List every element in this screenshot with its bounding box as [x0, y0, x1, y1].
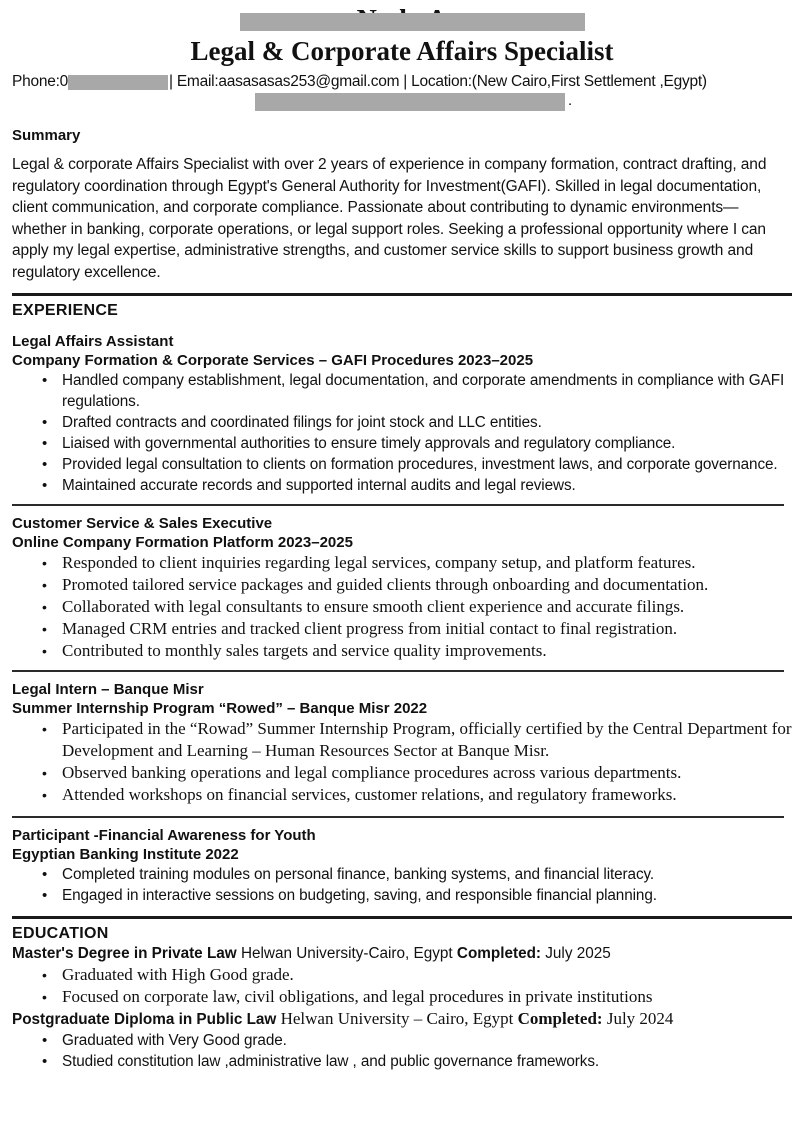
- list-item: [12, 433, 792, 454]
- experience-entry: [12, 514, 792, 662]
- job-subtitle: Egyptian Banking Institute 2022: [12, 846, 239, 863]
- list-item: [12, 1030, 792, 1051]
- experience-entry: [12, 826, 792, 906]
- education-bullet-list: [12, 964, 792, 1008]
- summary-heading: Summary: [12, 127, 81, 144]
- list-item-text: Collaborated with legal consultants to ensure smooth client experience and accurate filings.: [62, 597, 685, 616]
- degree-name: Postgraduate Diploma in Public Law: [12, 1011, 277, 1028]
- bullet-icon: •: [42, 372, 48, 389]
- completed-date: July 2025: [545, 945, 611, 962]
- bullet-icon: •: [42, 621, 47, 637]
- list-item: [12, 718, 792, 762]
- bullet-icon: •: [42, 435, 48, 452]
- contact-trailing-period: .: [568, 92, 573, 109]
- experience-entry: [12, 332, 792, 496]
- bullet-icon: •: [42, 765, 47, 781]
- list-item: [12, 986, 792, 1008]
- list-item: [12, 864, 792, 885]
- list-item-text: Contributed to monthly sales targets and service quality improvements.: [62, 641, 547, 660]
- list-item: [12, 596, 792, 618]
- list-item-text: Promoted tailored service packages and guided clients through onboarding and documentation.: [62, 575, 709, 594]
- bullet-icon: •: [42, 887, 48, 904]
- contact-second-line: [12, 91, 792, 113]
- phone-label: Phone:0: [12, 73, 68, 90]
- list-item-text: Maintained accurate records and supported internal audits and legal reviews.: [62, 477, 576, 494]
- list-item-text: Responded to client inquiries regarding legal services, company setup, and platform features.: [62, 553, 696, 572]
- list-item-text: Completed training modules on personal finance, banking systems, and financial literacy.: [62, 866, 655, 883]
- list-item-text: Handled company establishment, legal documentation, and corporate amendments in compliance with GAFI regulations.: [62, 372, 785, 410]
- bullet-icon: •: [42, 599, 47, 615]
- list-item: [12, 784, 792, 806]
- list-item-text: Participated in the “Rowad” Summer Internship Program, officially certified by the Central Department for Development and Learning – Human Resources Sector at Banque Misr.: [62, 719, 792, 760]
- institution-name: Helwan University – Cairo, Egypt: [280, 1009, 514, 1028]
- bullet-icon: •: [42, 555, 47, 571]
- bullet-icon: •: [42, 989, 47, 1005]
- resume-content: [12, 0, 792, 1072]
- phone-redaction-bar: [68, 75, 168, 90]
- job-title: Legal Affairs Assistant: [12, 333, 174, 350]
- job-bullet-list: [12, 370, 792, 496]
- bullet-icon: •: [42, 456, 48, 473]
- experience-entry: [12, 680, 792, 806]
- list-item: [12, 454, 792, 475]
- list-item: [12, 964, 792, 986]
- bullet-icon: •: [42, 721, 47, 737]
- list-item-text: Attended workshops on financial services, customer relations, and regulatory frameworks.: [62, 785, 677, 804]
- education-bullet-list: [12, 1030, 792, 1072]
- job-subtitle: Company Formation & Corporate Services – GAFI Procedures 2023–2025: [12, 352, 534, 369]
- list-item-text: Managed CRM entries and tracked client progress from initial contact to final registration.: [62, 619, 678, 638]
- list-item-text: Graduated with High Good grade.: [62, 965, 294, 984]
- job-title: Customer Service & Sales Executive: [12, 515, 273, 532]
- list-item: [12, 370, 792, 412]
- list-item: [12, 475, 792, 496]
- institution-name: Helwan University-Cairo, Egypt: [240, 945, 453, 962]
- list-item-text: Liaised with governmental authorities to ensure timely approvals and regulatory compliance.: [62, 435, 676, 452]
- education-heading: EDUCATION: [12, 925, 109, 942]
- bullet-icon: •: [42, 1053, 48, 1070]
- list-item-text: Focused on corporate law, civil obligations, and legal procedures in private institutions: [62, 987, 653, 1006]
- name-redaction-bar: [240, 13, 585, 31]
- education-entry-header: [12, 943, 792, 964]
- bullet-icon: •: [42, 643, 47, 659]
- contact-separator-2: | Location:: [403, 73, 472, 90]
- bullet-icon: •: [42, 866, 48, 883]
- completed-label: Completed:: [517, 1009, 603, 1028]
- job-bullet-list: [12, 864, 792, 906]
- summary-body: Legal & corporate Affairs Specialist with over 2 years of experience in company formation, contract drafting, and regulatory coordination through Egypt's General Authority for Investment(GAFI). Skilled in legal documentation, client communication, and corporate compliance. Passionate about contributing to dynamic environments—whether in banking, corporate operations, or legal support roles. Seeking a professional opportunity where I can apply my legal expertise, administrative strengths, and customer service skills to support business growth and regulatory excellence.: [12, 156, 767, 281]
- candidate-name: [12, 6, 792, 36]
- list-item-text: Studied constitution law ,administrative law , and public governance frameworks.: [62, 1053, 600, 1070]
- job-title: Legal Intern – Banque Misr: [12, 681, 204, 698]
- list-item: [12, 618, 792, 640]
- job-bullet-list: [12, 552, 792, 662]
- list-item-text: Drafted contracts and coordinated filings for joint stock and LLC entities.: [62, 414, 542, 431]
- list-item-text: Engaged in interactive sessions on budgeting, saving, and responsible financial planning.: [62, 887, 657, 904]
- experience-heading: EXPERIENCE: [12, 302, 119, 319]
- list-item: [12, 885, 792, 906]
- email-value: aasasasas253@gmail.com: [218, 73, 400, 90]
- bullet-icon: •: [42, 414, 48, 431]
- list-item-text: Graduated with Very Good grade.: [62, 1032, 287, 1049]
- completed-date: July 2024: [606, 1009, 674, 1028]
- bullet-icon: •: [42, 477, 48, 494]
- list-item: [12, 640, 792, 662]
- bullet-icon: •: [42, 577, 47, 593]
- completed-label: Completed:: [456, 945, 542, 962]
- list-item: [12, 1051, 792, 1072]
- bullet-icon: •: [42, 1032, 48, 1049]
- list-item: [12, 574, 792, 596]
- list-item: [12, 762, 792, 784]
- contact-separator-1: | Email:: [169, 73, 219, 90]
- list-item: [12, 412, 792, 433]
- contact-redaction-bar: [255, 93, 565, 111]
- contact-line: [12, 72, 792, 91]
- job-title: Participant -Financial Awareness for Youth: [12, 827, 316, 844]
- bullet-icon: •: [42, 967, 47, 983]
- list-item-text: Observed banking operations and legal compliance procedures across various departments.: [62, 763, 682, 782]
- bullet-icon: •: [42, 787, 47, 803]
- list-item: [12, 552, 792, 574]
- job-subtitle: Online Company Formation Platform 2023–2025: [12, 534, 353, 551]
- job-subtitle: Summer Internship Program “Rowed” – Banque Misr 2022: [12, 700, 428, 717]
- candidate-job-title: Legal & Corporate Affairs Specialist: [190, 36, 614, 66]
- list-item-text: Provided legal consultation to clients on formation procedures, investment laws, and corporate governance.: [62, 456, 778, 473]
- job-bullet-list: [12, 718, 792, 806]
- education-entry-header: [12, 1008, 792, 1030]
- degree-name: Master's Degree in Private Law: [12, 945, 237, 962]
- location-value: (New Cairo,First Settlement ,Egypt): [471, 73, 707, 90]
